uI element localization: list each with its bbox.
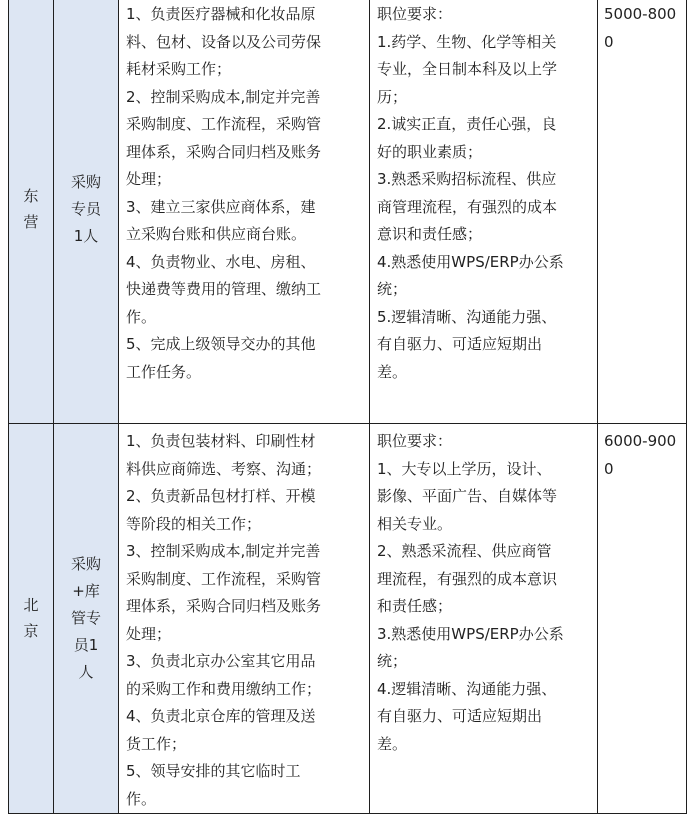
duty-line: 处理； xyxy=(126,624,172,643)
duty-line: 理体系，采购合同归档及账务 xyxy=(126,597,322,615)
requirement-line: 统； xyxy=(377,280,408,298)
requirement-line: 理流程，有强烈的成本意识 xyxy=(377,569,558,588)
duty-line: 作。 xyxy=(126,307,157,326)
duty-line: 采购制度、工作流程，采购管 xyxy=(126,115,322,133)
position-cell xyxy=(54,424,119,814)
requirement-line: 3.熟悉使用WPS/ERP办公系 xyxy=(377,624,564,643)
duty-line: 理体系，采购合同归档及账务 xyxy=(126,142,322,161)
requirement-line: 意识和责任感； xyxy=(377,225,483,243)
duty-line: 2、负责新品包材打样、开模 xyxy=(126,487,316,505)
duty-line: 5、领导安排的其它临时工 xyxy=(126,762,301,780)
salary-cell xyxy=(598,424,687,814)
duty-line: 3、控制采购成本,制定并完善 xyxy=(126,542,321,560)
duty-line: 1、负责医疗器械和化妆品原 xyxy=(126,5,316,23)
duty-line: 3、负责北京办公室其它用品 xyxy=(126,652,316,670)
requirements-list xyxy=(370,0,597,386)
requirement-line: 2、熟悉采流程、供应商管 xyxy=(377,542,552,560)
requirement-line: 历； xyxy=(377,87,408,106)
duty-line: 1、负责包装材料、印刷性材 xyxy=(126,432,316,450)
requirement-line: 差。 xyxy=(377,362,408,381)
duty-line: 采购制度、工作流程，采购管 xyxy=(126,569,322,588)
duties-cell xyxy=(119,0,370,424)
duty-line: 料、包材、设备以及公司劳保 xyxy=(126,32,322,51)
location-text: 东营 xyxy=(23,187,39,232)
requirement-line: 相关专业。 xyxy=(377,514,453,533)
duties-cell xyxy=(119,424,370,814)
duty-line: 2、控制采购成本,制定并完善 xyxy=(126,87,321,106)
requirement-line: 专业，全日制本科及以上学 xyxy=(377,60,558,78)
duty-line: 4、负责物业、水电、房租、 xyxy=(126,252,316,271)
requirements-cell xyxy=(370,0,598,424)
salary-text: 5000-8000 xyxy=(604,5,677,51)
requirement-line: 商管理流程，有强烈的成本 xyxy=(377,197,558,216)
requirement-line: 4.熟悉使用WPS/ERP办公系 xyxy=(377,252,564,271)
location-cell xyxy=(9,424,54,814)
location-cell xyxy=(9,0,54,424)
table-row xyxy=(9,424,687,814)
requirement-line: 职位要求： xyxy=(377,432,453,450)
requirement-line: 2.诚实正直，责任心强，良 xyxy=(377,115,557,133)
duty-line: 作。 xyxy=(126,789,157,808)
salary-cell xyxy=(598,0,687,424)
duty-line: 工作任务。 xyxy=(126,362,202,381)
requirements-list xyxy=(370,424,597,758)
requirement-line: 3.熟悉采购招标流程、供应 xyxy=(377,170,557,188)
duties-list xyxy=(119,424,369,813)
requirement-line: 5.逻辑清晰、沟通能力强、 xyxy=(377,307,557,326)
requirement-line: 影像、平面广告、自媒体等 xyxy=(377,487,558,505)
salary-text: 6000-9000 xyxy=(604,432,677,478)
requirement-line: 和责任感； xyxy=(377,597,453,615)
duty-line: 耗材采购工作； xyxy=(126,60,232,78)
requirement-line: 有自驱力、可适应短期出 xyxy=(377,335,543,353)
duty-line: 货工作； xyxy=(126,734,187,753)
position-text: 采购专员1人 xyxy=(70,173,101,246)
duty-line: 3、建立三家供应商体系，建 xyxy=(126,197,316,216)
requirement-line: 职位要求： xyxy=(377,5,453,23)
requirement-line: 1、大专以上学历，设计、 xyxy=(377,459,552,478)
duty-line: 料供应商筛选、考察、沟通； xyxy=(126,459,322,478)
duty-line: 快递费等费用的管理、缴纳工 xyxy=(126,280,322,298)
duty-line: 等阶段的相关工作； xyxy=(126,514,262,533)
jobs-table xyxy=(8,0,687,814)
requirement-line: 4.逻辑清晰、沟通能力强、 xyxy=(377,679,557,698)
duties-list xyxy=(119,0,369,386)
requirement-line: 1.药学、生物、化学等相关 xyxy=(377,32,557,51)
requirement-line: 好的职业素质； xyxy=(377,142,483,161)
location-text: 北京 xyxy=(23,595,39,640)
duty-line: 立采购台账和供应商台账。 xyxy=(126,225,307,243)
position-text: 采购+库管专员1人 xyxy=(70,554,101,681)
requirement-line: 统； xyxy=(377,652,408,670)
requirement-line: 有自驱力、可适应短期出 xyxy=(377,707,543,725)
duty-line: 的采购工作和费用缴纳工作； xyxy=(126,679,322,698)
duty-line: 4、负责北京仓库的管理及送 xyxy=(126,707,316,725)
requirement-line: 差。 xyxy=(377,734,408,753)
table-row xyxy=(9,0,687,424)
duty-line: 处理； xyxy=(126,170,172,188)
duty-line: 5、完成上级领导交办的其他 xyxy=(126,335,316,353)
requirements-cell xyxy=(370,424,598,814)
position-cell xyxy=(54,0,119,424)
